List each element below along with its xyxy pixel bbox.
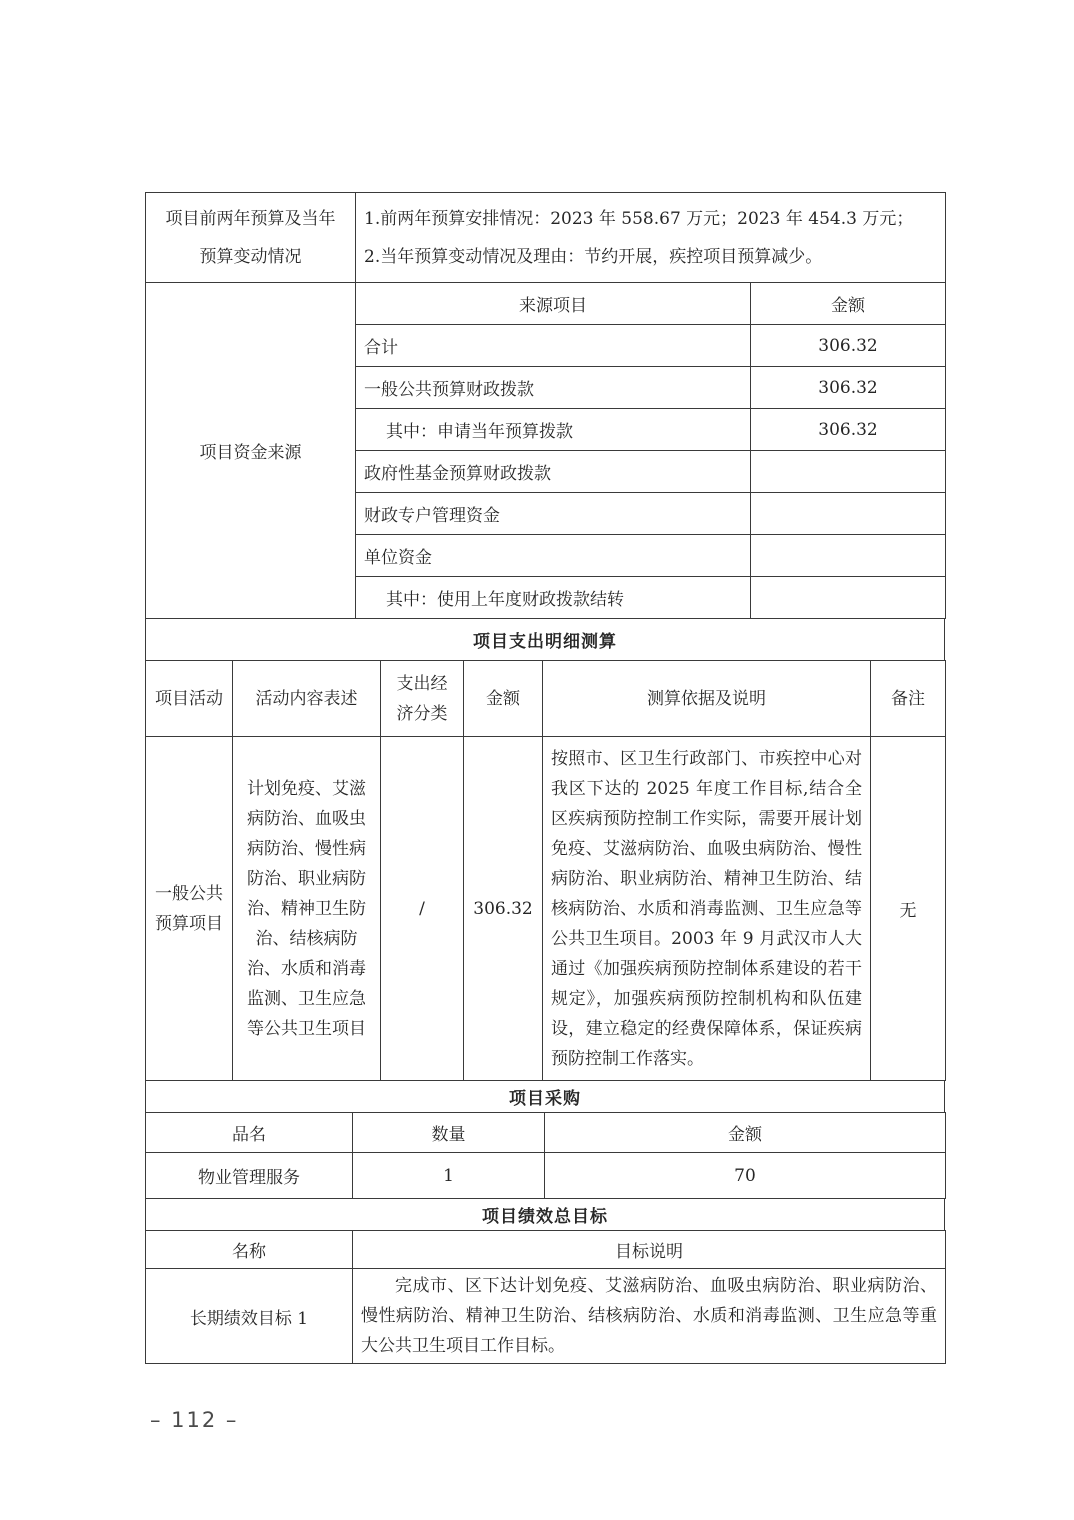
funding-row-amount [751,451,946,493]
funding-row-amount: 306.32 [751,367,946,409]
funding-row-name: 财政专户管理资金 [356,493,751,535]
performance-header-desc: 目标说明 [353,1231,946,1269]
expense-detail-title-section [145,618,945,661]
expense-row-basis: 按照市、区卫生行政部门、市疾控中心对我区下达的 2025 年度工作目标,结合全区疾病预防控制工作实际，需要开展计划免疫、艾滋病防治、血吸虫病防治、慢性病防治、职业病防治、精神卫生防治、结核病防治、水质和消毒监测、卫生应急等公共卫生项目。2003 年 9 月武汉市人大通过《加强疾病预防控制体系建设的若干规定》，加强疾病预防控制机构和队伍建设，建立稳定的经费保障体系，保证疾病预防控制工作落实。 [543,737,871,1081]
budget-history-label-line2: 预算变动情况 [199,246,302,267]
expense-detail-section [145,660,946,1081]
funding-row-name: 单位资金 [356,535,751,577]
funding-row-name: 合计 [356,325,751,367]
performance-row-name: 长期绩效目标 1 [146,1269,353,1364]
budget-history-label [146,193,356,283]
procurement-title-section [145,1080,945,1113]
procurement-header-amount: 金额 [545,1113,946,1153]
funding-section [145,282,946,619]
funding-row-amount: 306.32 [751,325,946,367]
budget-history-content [356,193,946,283]
procurement-header-qty: 数量 [353,1113,545,1153]
table-row [146,737,946,1081]
budget-history-item1: 1.前两年预算安排情况：2023 年 558.67 万元；2023 年 454.3 万元； [364,208,914,229]
expense-header-content: 活动内容表述 [233,661,381,737]
budget-history-item2: 2.当年预算变动情况及理由：节约开展，疾控项目预算减少。 [364,246,823,267]
budget-table [145,193,945,1364]
funding-row-name: 一般公共预算财政拨款 [356,367,751,409]
expense-row-note: 无 [871,737,946,1081]
table-row [146,1153,946,1199]
performance-header-name: 名称 [146,1231,353,1269]
funding-row-name: 政府性基金预算财政拨款 [356,451,751,493]
funding-label: 项目资金来源 [146,283,356,619]
funding-header-source: 来源项目 [356,283,751,325]
expense-row-content: 计划免疫、艾滋病防治、血吸虫病防治、慢性病防治、职业病防治、精神卫生防治、结核病防治、水质和消毒监测、卫生应急等公共卫生项目 [233,737,381,1081]
expense-detail-title: 项目支出明细测算 [146,619,945,661]
funding-header-amount: 金额 [751,283,946,325]
funding-row-name: 其中：申请当年预算拨款 [356,409,751,451]
budget-history-section [145,192,946,283]
table-row [146,1269,946,1364]
expense-header-note: 备注 [871,661,946,737]
procurement-title: 项目采购 [146,1081,945,1113]
expense-row-activity: 一般公共预算项目 [146,737,233,1081]
expense-row-amount: 306.32 [464,737,543,1081]
funding-row-name: 其中：使用上年度财政拨款结转 [356,577,751,619]
budget-history-label-line1: 项目前两年预算及当年 [165,208,336,229]
expense-row-econ-class: / [381,737,464,1081]
expense-header-econ-class: 支出经济分类 [381,661,464,737]
procurement-row-amount: 70 [545,1153,946,1199]
funding-row-amount [751,577,946,619]
performance-title-section [145,1198,945,1231]
procurement-header-name: 品名 [146,1113,353,1153]
funding-row-amount [751,535,946,577]
expense-header-activity: 项目活动 [146,661,233,737]
expense-header-basis: 测算依据及说明 [543,661,871,737]
funding-row-amount: 306.32 [751,409,946,451]
expense-header-amount: 金额 [464,661,543,737]
performance-section [145,1230,946,1364]
page-number: – 112 – [150,1408,239,1432]
performance-title: 项目绩效总目标 [146,1199,945,1231]
funding-row-amount [751,493,946,535]
performance-row-desc: 完成市、区下达计划免疫、艾滋病防治、血吸虫病防治、职业病防治、慢性病防治、精神卫生防治、结核病防治、水质和消毒监测、卫生应急等重大公共卫生项目工作目标。 [353,1269,946,1364]
procurement-row-name: 物业管理服务 [146,1153,353,1199]
procurement-row-qty: 1 [353,1153,545,1199]
procurement-section [145,1112,946,1199]
